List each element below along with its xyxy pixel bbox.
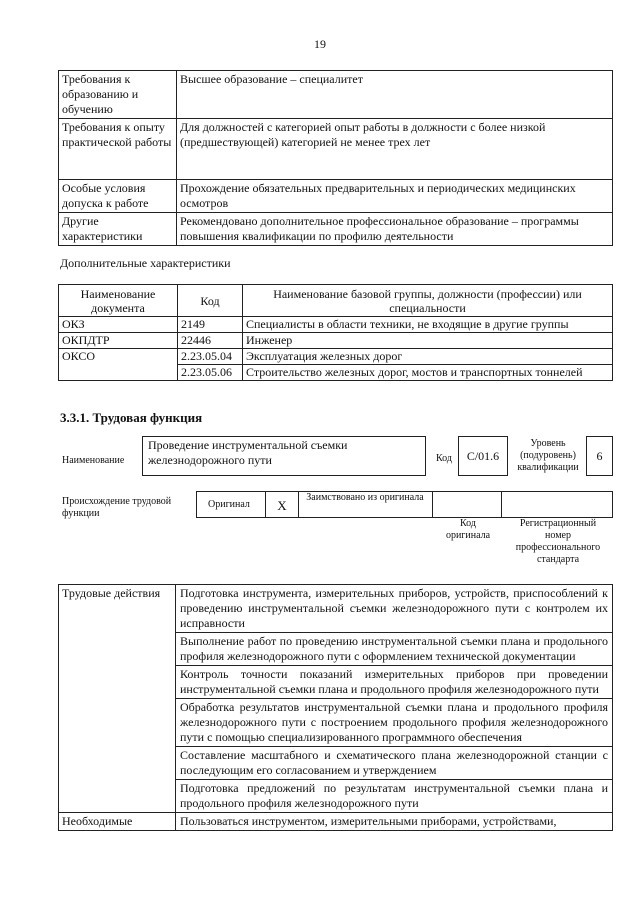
cell-name: Инженер xyxy=(243,333,613,349)
action-item: Подготовка предложений по результатам инструментальной съемки плана и продольного профиля железнодорожного пути xyxy=(176,780,613,813)
level-value: 6 xyxy=(596,449,603,463)
section-title: 3.3.1. Трудовая функция xyxy=(60,410,203,425)
skills-item: Пользоваться инструментом, измерительными приборами, устройствами, xyxy=(176,813,613,831)
function-code-value: C/01.6 xyxy=(466,449,500,463)
header-code: Код xyxy=(178,285,243,317)
table-row xyxy=(59,813,613,831)
function-name-value: Проведение инструментальной съемки железнодорожного пути xyxy=(148,438,348,467)
action-item: Составление масштабного и схематического плана железнодорожной станции с последующим его согласованием и утверждением xyxy=(176,747,613,780)
additional-table xyxy=(58,284,613,381)
action-item: Выполнение работ по проведению инструментальной съемки плана и продольного профиля железнодорожного пути с оформлением технической документации xyxy=(176,633,613,666)
row-label: Особые условия допуска к работе xyxy=(59,180,177,213)
table-row xyxy=(59,349,613,365)
additional-heading: Дополнительные характеристики xyxy=(60,256,231,270)
table-row xyxy=(59,317,613,333)
name-label: Наименование xyxy=(62,455,125,466)
table-row xyxy=(59,585,613,633)
cell-doc: ОКПДТР xyxy=(59,333,178,349)
action-item: Обработка результатов инструментальной съемки плана и продольного профиля железнодорожного пути с построением продольного профиля железнодорожного пути с помощью специализированного программного обеспечения xyxy=(176,699,613,747)
reg-num-caption: Регистрационный номер профессионального стандарта xyxy=(515,518,601,565)
skills-label: Необходимые xyxy=(59,813,176,831)
level-box xyxy=(586,436,613,476)
cell-code: 2149 xyxy=(178,317,243,333)
cell-name: Строительство железных дорог, мостов и транспортных тоннелей xyxy=(243,365,613,381)
level-label: Уровень (подуровень) квалификации xyxy=(517,438,579,473)
row-label: Другие характеристики xyxy=(59,213,177,246)
divider xyxy=(501,491,502,518)
cell-doc: ОКЗ xyxy=(59,317,178,333)
cell-code: 22446 xyxy=(178,333,243,349)
divider xyxy=(298,491,299,518)
row-value: Для должностей с категорией опыт работы в должности с более низкой (предшествующей) категорией не менее трех лет xyxy=(177,119,613,180)
row-value: Рекомендовано дополнительное профессиональное образование – программы повышения квалификации по профилю деятельности xyxy=(177,213,613,246)
row-label: Требования к опыту практической работы xyxy=(59,119,177,180)
row-value: Прохождение обязательных предварительных и периодических медицинских осмотров xyxy=(177,180,613,213)
action-item: Контроль точности показаний измерительных приборов при проведении инструментальной съемки плана и продольного профиля железнодорожного пути xyxy=(176,666,613,699)
cell-name: Специалисты в области техники, не входящие в другие группы xyxy=(243,317,613,333)
divider xyxy=(432,491,433,518)
table-row xyxy=(59,71,613,119)
labor-actions-table xyxy=(58,584,613,831)
table-row xyxy=(59,333,613,349)
table-row xyxy=(59,119,613,180)
borrowed-label: Заимствовано из оригинала xyxy=(306,492,424,503)
function-name-box xyxy=(142,436,426,476)
page-number: 19 xyxy=(314,37,326,51)
header-name: Наименование базовой группы, должности (профессии) или специальности xyxy=(243,285,613,317)
code-label: Код xyxy=(436,453,452,464)
row-value: Высшее образование – специалитет xyxy=(177,71,613,119)
cell-code: 2.23.05.06 xyxy=(178,365,243,381)
cell-name: Эксплуатация железных дорог xyxy=(243,349,613,365)
cell-code: 2.23.05.04 xyxy=(178,349,243,365)
header-doc: Наименование документа xyxy=(59,285,178,317)
original-label: Оригинал xyxy=(208,499,250,510)
table-row xyxy=(59,180,613,213)
actions-label: Трудовые действия xyxy=(59,585,176,813)
origin-label: Происхождение трудовой функции xyxy=(62,496,172,519)
table-row xyxy=(59,213,613,246)
requirements-table xyxy=(58,70,613,246)
orig-code-caption: Код оригинала xyxy=(445,518,491,541)
cell-doc: ОКСО xyxy=(59,349,178,381)
original-mark: X xyxy=(277,498,287,513)
row-label: Требования к образованию и обучению xyxy=(59,71,177,119)
action-item: Подготовка инструмента, измерительных приборов, устройств, приспособлений к проведению инструментальной съемки железнодорожного пути с контролем их исправности xyxy=(176,585,613,633)
function-code-box xyxy=(458,436,508,476)
table-header-row xyxy=(59,285,613,317)
